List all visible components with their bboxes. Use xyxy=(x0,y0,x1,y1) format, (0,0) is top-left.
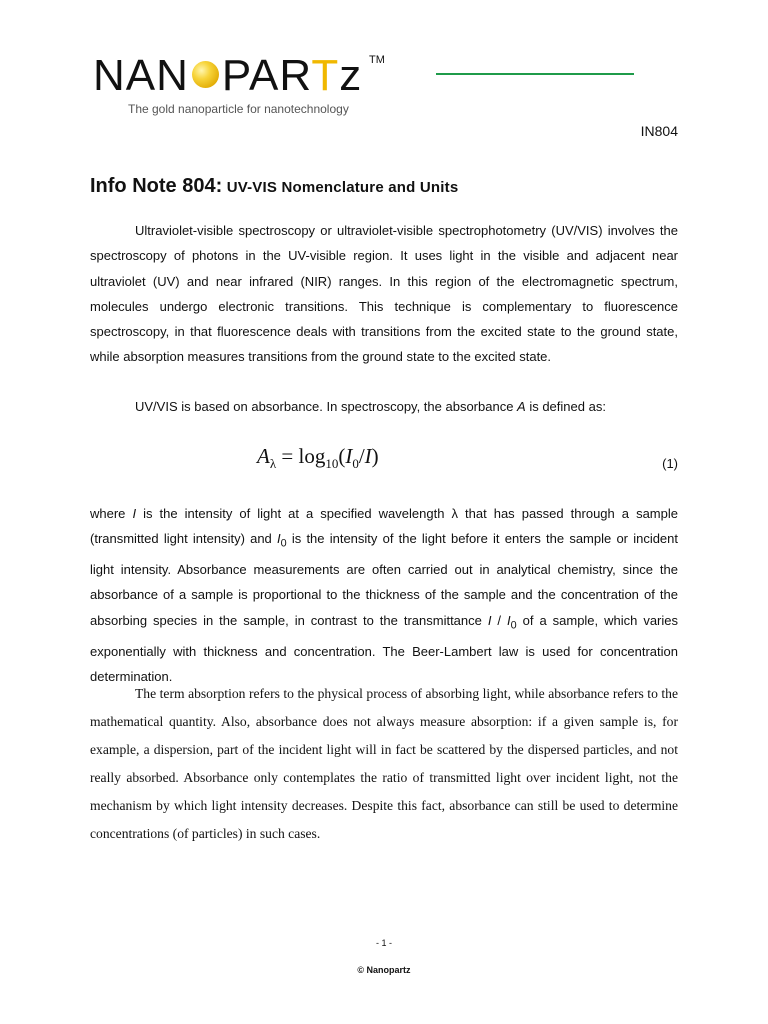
p2-start: UV/VIS is based on absorbance. In spectroscopy, the absorbance xyxy=(135,399,518,414)
p3-ratio-i: I xyxy=(487,612,492,628)
eq-num-sub: 0 xyxy=(352,456,359,472)
absorbance-equation xyxy=(257,444,379,472)
eq-equals-log: = log xyxy=(276,444,326,468)
document-code: IN804 xyxy=(640,123,678,139)
logo-suffix: z xyxy=(339,51,363,100)
p3-var-i: I xyxy=(132,506,137,521)
paragraph-absorption-vs-absorbance: The term absorption refers to the physical process of absorbing light, while absorbance refers to the mathematical quantity. Also, absorbance does not always measure absorption: if a given sample is, for example, a dispersion, part of the incident light will in fact be scattered by the dispersed particles, and not really absorbed. Absorbance only contemplates the ratio of transmitted light over incident light, not the mechanism by which light intensity decreases. Despite this fact, absorbance can still be used to determine concentrations (of particles) in such cases. xyxy=(90,686,678,841)
paragraph-intensity xyxy=(90,501,678,689)
header-rule xyxy=(436,73,634,75)
logo-prefix: NAN xyxy=(93,51,189,100)
p3-a: where xyxy=(90,506,133,521)
p3-ratio-i0: I xyxy=(507,612,511,628)
p3-sub0: 0 xyxy=(280,537,287,550)
p3-b: is the intensity of light at a specified wavelength λ that has passed through a sample (transmitted light intensity) and xyxy=(90,506,678,547)
logo-wordmark xyxy=(93,52,362,100)
eq-open: ( xyxy=(338,444,346,468)
nanopartz-logo xyxy=(93,52,393,122)
p3-ratio-sub: 0 xyxy=(510,619,517,632)
eq-den: I xyxy=(364,444,372,468)
gold-nanoparticle-icon xyxy=(192,61,219,88)
logo-trademark: TM xyxy=(369,54,385,66)
eq-lhs: A xyxy=(257,444,270,468)
eq-lhs-sub: λ xyxy=(269,456,277,472)
title-label: Info Note 804: xyxy=(90,175,223,197)
paragraph-intro: Ultraviolet-visible spectroscopy or ultraviolet-visible spectrophotometry (UV/VIS) involves the spectroscopy of photons in the UV-visible region. It uses light in the visible and adjacent near ultraviolet (UV) and near infrared (NIR) ranges. In this region of the electromagnetic spectrum, molecules undergo electronic transitions. This technique is complementary to fluorescence spectroscopy, in that fluorescence deals with transitions from the excited state to the ground state, while absorption measures transitions from the ground state to the excited state. xyxy=(90,223,678,365)
eq-log-base: 10 xyxy=(325,456,339,472)
eq-slash: / xyxy=(358,444,365,468)
title-subject: UV-VIS Nomenclature and Units xyxy=(226,179,459,196)
eq-num: I xyxy=(345,444,353,468)
copyright-footer: © Nanopartz xyxy=(357,965,411,975)
p3-d: of a sample, which varies exponentially with thickness and concentration. The Beer-Lambert law is used for concentration determination. xyxy=(90,612,678,684)
logo-tagline: The gold nanoparticle for nanotechnology xyxy=(128,102,349,116)
eq-close: ) xyxy=(371,444,379,468)
p2-end: is defined as: xyxy=(525,399,606,414)
paragraph-absorbance-definition xyxy=(90,394,678,419)
page-title xyxy=(90,175,458,198)
p3-ratio-slash: / xyxy=(491,612,508,628)
equation-number: (1) xyxy=(662,456,678,471)
p3-var-i0: I xyxy=(277,531,281,547)
logo-accent-letter: T xyxy=(311,51,340,100)
p3-c: is the intensity of the light before it enters the sample or incident light intensity. Absorbance measurements are often carried out in analytical chemistry, since the absorbance of a sample is proportional to the thickness of the sample and the concentration of the absorbing species in the sample, in contrast to the transmittance xyxy=(90,531,679,628)
p2-variable: A xyxy=(517,399,526,414)
logo-middle: PAR xyxy=(221,51,312,100)
page-number: - 1 - xyxy=(375,938,392,948)
